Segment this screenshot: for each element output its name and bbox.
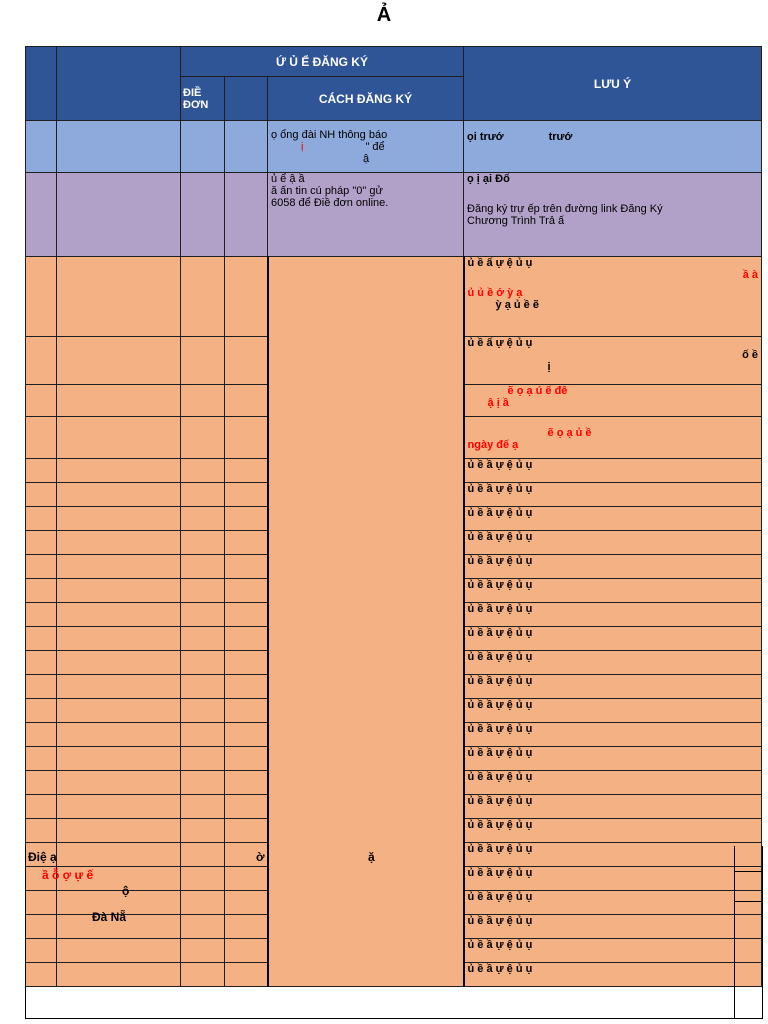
- cell-text: ủ ề ầ ự ệ ủ ụ: [464, 891, 762, 915]
- cell-text: ủ ề ầ ự ệ ủ ụ: [464, 915, 762, 939]
- cell-text: ă ấn tin cú pháp "0" gử: [271, 185, 383, 197]
- cell-text: ọ ị ại Đố: [467, 173, 510, 185]
- cell-text: ị: [301, 141, 304, 153]
- footer-text: ộ: [122, 884, 130, 898]
- table-row: [26, 257, 762, 337]
- cell-text: ủ ề ầ ự ệ ủ ụ: [464, 675, 762, 699]
- cell-text: ủ ề ầ ự ệ ủ ụ: [464, 819, 762, 843]
- header-cach-dang-ky: CÁCH ĐĂNG KÝ: [268, 77, 464, 121]
- cell-text: ậ ị ầ: [487, 397, 509, 409]
- cell-text: ủ ề ầ ự ệ ủ ụ: [464, 795, 762, 819]
- cell-text: ọ ổng đài NH thông báo: [271, 129, 388, 141]
- footer-text: Điệ ạ: [28, 850, 57, 864]
- cell-text: " để: [365, 141, 385, 153]
- table-row: [26, 121, 762, 173]
- cell-text: ngày đế ạ: [467, 439, 519, 451]
- footer-text: ờ: [256, 850, 265, 864]
- cell-text: ủ ủ ề ớ ỳ ạ: [467, 287, 523, 299]
- cell-text: ủ ề ầ ự ệ ủ ụ: [464, 939, 762, 963]
- cell-text: ủ ề ầ ự ệ ủ ụ: [464, 507, 762, 531]
- divider: [734, 901, 762, 902]
- cell-text: ủ ề ầ ự ệ ủ ụ: [464, 603, 762, 627]
- cell-text: ủ ề ấ ự ệ ủ ụ: [467, 257, 533, 269]
- cell-text: trướ: [548, 131, 573, 143]
- footer-text: ặ: [368, 850, 375, 864]
- cell-text: ủ ề ấ ự ệ ủ ụ: [467, 337, 533, 349]
- header-group-label: Ứ Ủ Ể ĐĂNG KÝ: [181, 47, 464, 77]
- footer-section: [25, 846, 763, 1019]
- cell-text: ủ ề ầ ự ệ ủ ụ: [464, 747, 762, 771]
- cell-text: ủ ề ầ ự ệ ủ ụ: [464, 963, 762, 987]
- footer-text: ầ ỗ ợ ự ế: [42, 868, 94, 882]
- cell-text: ẽ ọ ạ ủ ề: [547, 427, 592, 439]
- cell-text: ủ ề ầ ự ệ ủ ụ: [464, 699, 762, 723]
- header-luu-y: LƯU Ý: [464, 47, 762, 121]
- cell-text: ị: [547, 361, 551, 373]
- cell-text: ủ ề ầ ự ệ ủ ụ: [464, 723, 762, 747]
- cell-text: ố ề: [742, 349, 759, 361]
- cell-text: ủ ề ầ ự ệ ủ ụ: [464, 531, 762, 555]
- cell-text: ọi trướ: [467, 131, 504, 143]
- cell-text: 6058 để Điề đơn online.: [271, 197, 389, 209]
- cell-text: ủ ề ầ ự ệ ủ ụ: [464, 771, 762, 795]
- cell-text: ủ ề ầ ự ệ ủ ụ: [464, 579, 762, 603]
- cell-text: ủ ề ầ ự ệ ủ ụ: [464, 843, 762, 867]
- cell-text: ủ ề ầ ự ệ ủ ụ: [464, 651, 762, 675]
- cell-text: ủ ề ầ ự ệ ủ ụ: [464, 459, 762, 483]
- cell-text: Chương Trình Trả ấ: [467, 215, 565, 227]
- cell-text: Đăng ký trự ếp trên đường link Đăng Ký: [467, 203, 663, 215]
- cell-text: ầ à: [742, 269, 759, 281]
- cell-text: ỳ ạ ủ ề ẽ: [495, 299, 539, 311]
- footer-city: Đà Nẵ: [92, 910, 127, 924]
- header-dieu-don: ĐIỀ ĐƠN: [181, 77, 225, 121]
- cell-text: ủ ể ậ ầ: [271, 173, 305, 185]
- cell-text: ủ ề ầ ự ệ ủ ụ: [464, 627, 762, 651]
- page-title: Ả: [376, 4, 392, 26]
- table-row: [26, 173, 762, 257]
- cell-text: ủ ề ầ ự ệ ủ ụ: [464, 483, 762, 507]
- divider: [734, 871, 762, 872]
- cell-text: ủ ề ầ ự ệ ủ ụ: [464, 555, 762, 579]
- header-row-1: [26, 47, 762, 77]
- cell-text: ẽ ọ ạ ú ế đê: [507, 385, 568, 397]
- cell-text: ủ ề ầ ự ệ ủ ụ: [464, 867, 762, 891]
- cell-text: ậ: [363, 153, 370, 165]
